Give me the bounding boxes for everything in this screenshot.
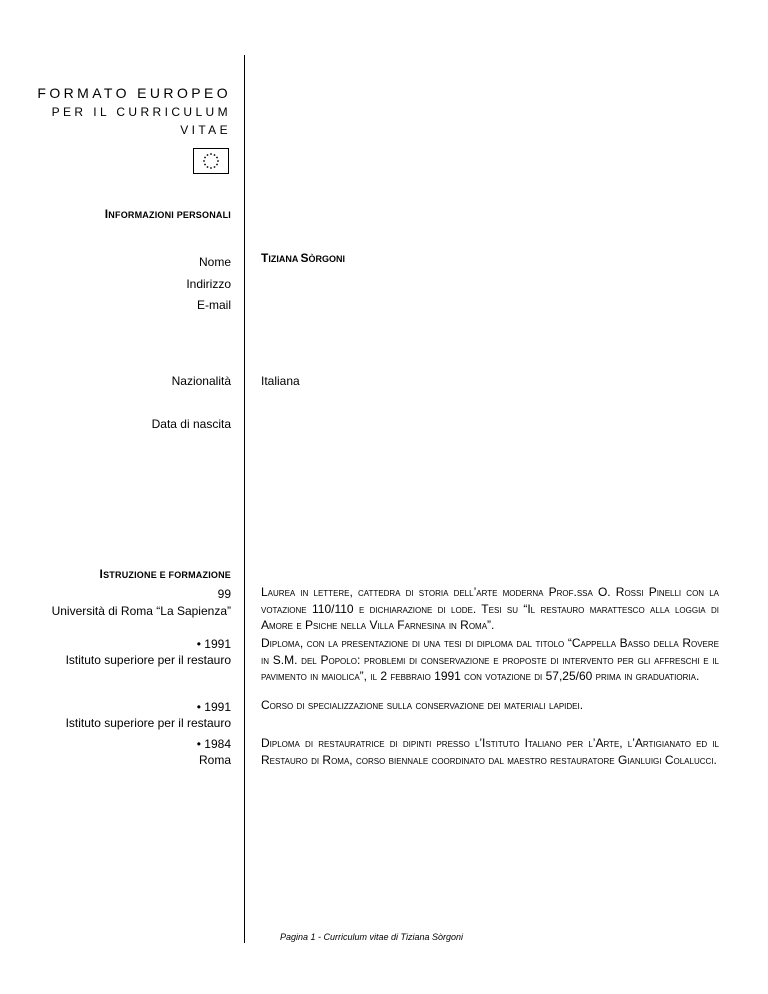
address-label: Indirizzo [186, 277, 231, 291]
education-entry-1-place: Università di Roma “La Sapienza” [51, 604, 231, 618]
education-entry-4-date: • 1984 [196, 737, 231, 751]
title-line-3: VITAE [180, 123, 231, 137]
page-footer: Pagina 1 - Curriculum vitae di Tiziana Sòrgoni [280, 932, 464, 942]
education-entry-3-place: Istituto superiore per il restauro [65, 716, 231, 730]
education-entry-4-place: Roma [198, 753, 231, 767]
document-title [11, 84, 231, 139]
education-entry-3-text: Corso di specializzazione sulla conservazione dei materiali lapidei. [261, 698, 584, 712]
education-entry-1-date: 99 [217, 587, 231, 601]
name-value: TIZIANA SÒRGONI [261, 251, 346, 265]
education-entry-2-text: Diploma, con la presentazione di una tesi di diploma dal titolo “Cappella Basso della Rovere in S.M. del Popolo: problemi di conservazione e proposte di intervento per gli affreschi e il pavimento in maiolica”, il 2 febbraio 1991 con votazione di 57,25/60 prima in graduatioria. [261, 636, 719, 683]
title-line-1 [11, 84, 231, 103]
name-label: Nome [198, 255, 231, 269]
education-entry-2-place: Istituto superiore per il restauro [65, 653, 231, 667]
email-label: E-mail [196, 298, 231, 312]
education-entry-1-text: Laurea in lettere, cattedra di storia dell’arte moderna Prof.ssa O. Rossi Pinelli con la votazione 110/110 e dichiarazione di lode. Tesi su “Il restauro marattesco alla loggia di Amore e Psiche nella Villa Farnesina in Roma”. [261, 585, 719, 632]
nationality-value: Italiana [261, 374, 300, 388]
education-entry-2-date: • 1991 [196, 637, 231, 651]
education-entry-4-text: Diploma di restauratrice di dipinti presso l’Istituto Italiano per l’Arte, l’Artigianato ed il Restauro di Roma, corso biennale coordinato dal maestro restauratore Gianluigi Colalucci. [261, 736, 719, 767]
section-title-personal: INFORMAZIONI PERSONALI [104, 207, 231, 221]
birthdate-label: Data di nascita [151, 417, 231, 431]
title-line-1-text: FORMATO EUROPEO [37, 85, 231, 101]
eu-flag-icon [193, 148, 229, 174]
title-line-2: PER IL CURRICULUM [51, 105, 231, 119]
section-title-education: ISTRUZIONE E FORMAZIONE [99, 567, 231, 581]
vertical-divider [244, 55, 245, 943]
education-entry-3-date: • 1991 [196, 700, 231, 714]
nationality-label: Nazionalità [171, 374, 231, 388]
